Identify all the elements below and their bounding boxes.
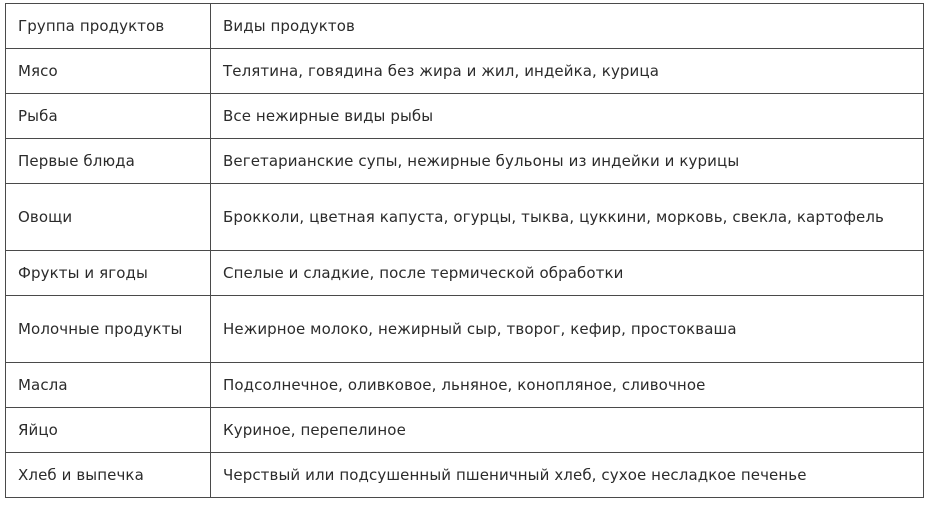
table-row bbox=[6, 139, 924, 184]
cell-types: Все нежирные виды рыбы bbox=[211, 94, 924, 139]
table-row bbox=[6, 363, 924, 408]
header-product-types: Виды продуктов bbox=[211, 4, 924, 49]
cell-group: Мясо bbox=[6, 49, 211, 94]
table-header-row bbox=[6, 4, 924, 49]
cell-types: Куриное, перепелиное bbox=[211, 408, 924, 453]
cell-types: Подсолнечное, оливковое, льняное, конопляное, сливочное bbox=[211, 363, 924, 408]
table-row bbox=[6, 251, 924, 296]
table-row bbox=[6, 408, 924, 453]
cell-group: Рыба bbox=[6, 94, 211, 139]
cropped-link-text bbox=[118, 0, 658, 2]
cell-group: Хлеб и выпечка bbox=[6, 453, 211, 498]
header-product-group: Группа продуктов bbox=[6, 4, 211, 49]
table-row bbox=[6, 94, 924, 139]
cell-types: Нежирное молоко, нежирный сыр, творог, кефир, простокваша bbox=[211, 296, 924, 363]
cell-types: Телятина, говядина без жира и жил, индейка, курица bbox=[211, 49, 924, 94]
cell-group: Первые блюда bbox=[6, 139, 211, 184]
cell-types: Вегетарианские супы, нежирные бульоны из индейки и курицы bbox=[211, 139, 924, 184]
table-row bbox=[6, 453, 924, 498]
table-row bbox=[6, 296, 924, 363]
cell-types: Черствый или подсушенный пшеничный хлеб, сухое несладкое печенье bbox=[211, 453, 924, 498]
cell-group: Фрукты и ягоды bbox=[6, 251, 211, 296]
cell-group: Молочные продукты bbox=[6, 296, 211, 363]
table-row bbox=[6, 49, 924, 94]
cell-group: Масла bbox=[6, 363, 211, 408]
cell-group: Яйцо bbox=[6, 408, 211, 453]
table-row bbox=[6, 184, 924, 251]
food-groups-table bbox=[5, 3, 924, 498]
cell-types: Спелые и сладкие, после термической обработки bbox=[211, 251, 924, 296]
cell-types: Брокколи, цветная капуста, огурцы, тыква, цуккини, морковь, свекла, картофель bbox=[211, 184, 924, 251]
cell-group: Овощи bbox=[6, 184, 211, 251]
